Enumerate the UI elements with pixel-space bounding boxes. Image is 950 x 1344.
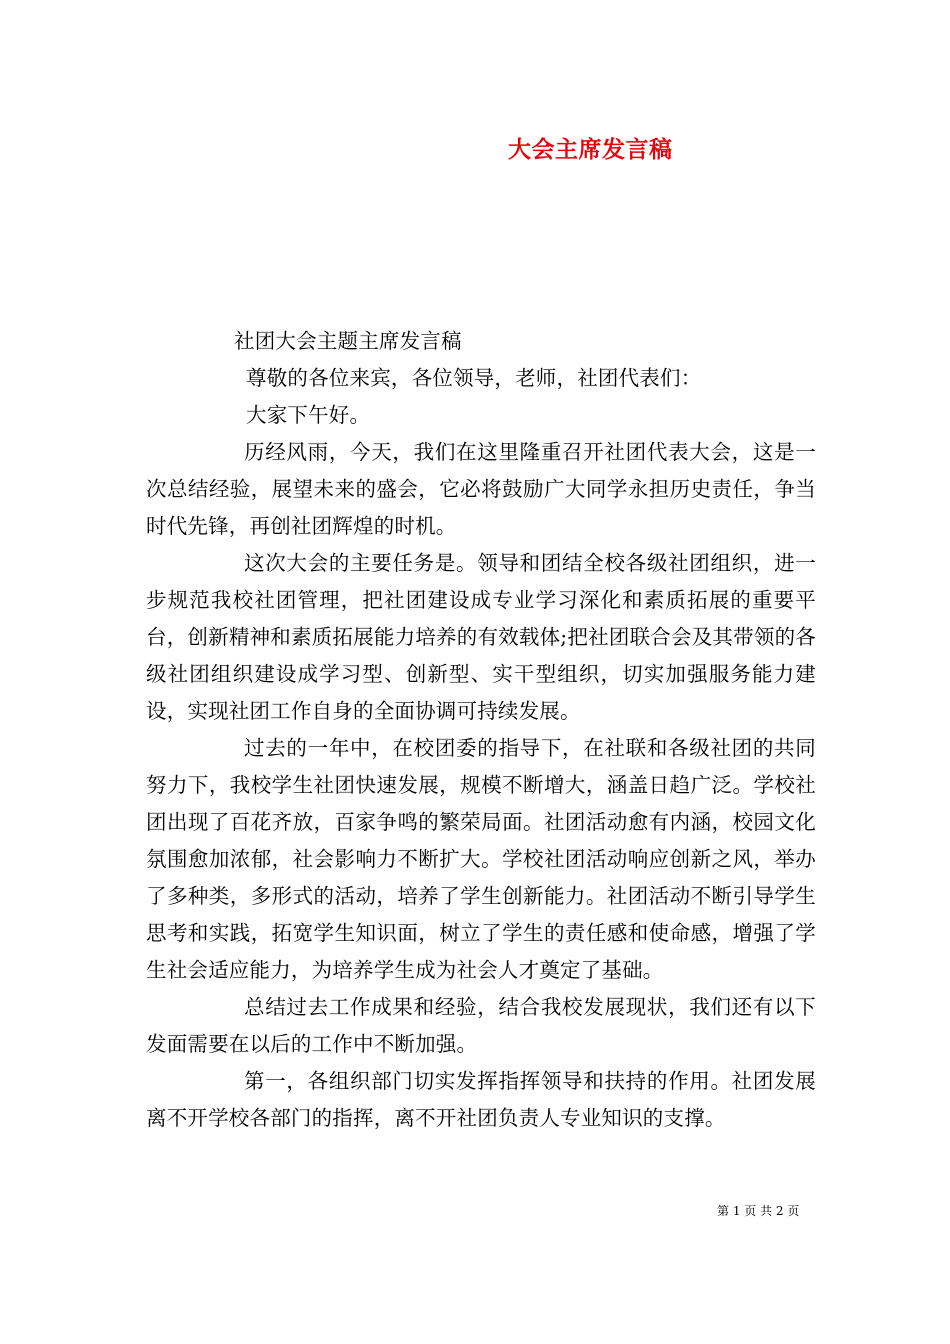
document-body <box>146 323 816 1137</box>
paragraph-first-point: 第一，各组织部门切实发挥指挥领导和扶持的作用。社团发展离不开学校各部门的指挥，离不开社团负责人专业知识的支撑。 <box>146 1069 816 1130</box>
document-heading: 社团大会主题主席发言稿 <box>234 329 462 353</box>
paragraph-past-year: 过去的一年中，在校团委的指导下，在社联和各级社团的共同努力下，我校学生社团快速发展，规模不断增大，涵盖日趋广泛。学校社团出现了百花齐放，百家争鸣的繁荣局面。社团活动愈有内涵，校园文化氛围愈加浓郁，社会影响力不断扩大。学校社团活动响应创新之风，举办了多种类，多形式的活动，培养了学生创新能力。社团活动不断引导学生思考和实践，拓宽学生知识面，树立了学生的责任感和使命感，增强了学生社会适应能力，为培养学生成为社会人才奠定了基础。 <box>146 736 816 982</box>
paragraph-opening: 历经风雨，今天，我们在这里隆重召开社团代表大会，这是一次总结经验，展望未来的盛会，它必将鼓励广大同学永担历史责任，争当时代先锋，再创社团辉煌的时机。 <box>146 440 816 538</box>
paragraph-main-tasks: 这次大会的主要任务是。领导和团结全校各级社团组织，进一步规范我校社团管理，把社团建设成专业学习深化和素质拓展的重要平台，创新精神和素质拓展能力培养的有效载体;把社团联合会及其带领的各级社团组织建设成学习型、创新型、实干型组织，切实加强服务能力建设，实现社团工作自身的全面协调可持续发展。 <box>146 551 816 723</box>
page-number: 第 1 页 共 2 页 <box>717 1204 800 1218</box>
paragraph-summary: 总结过去工作成果和经验，结合我校发展现状，我们还有以下发面需要在以后的工作中不断加强。 <box>146 995 816 1056</box>
greeting: 大家下午好。 <box>246 403 371 427</box>
page-title: 大会主席发言稿 <box>508 137 673 163</box>
salutation: 尊敬的各位来宾，各位领导，老师，社团代表们： <box>246 366 702 390</box>
